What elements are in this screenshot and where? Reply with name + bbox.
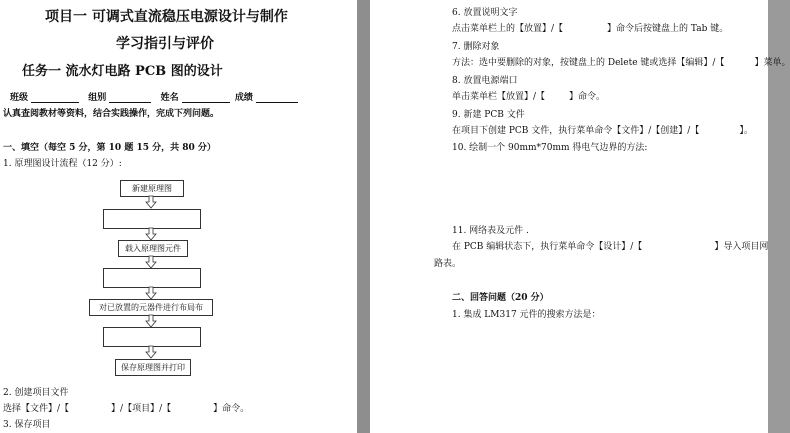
task-title: 任务一 流水灯电路 PCB 图的设计	[22, 64, 223, 79]
question-12: 1. 集成 LM317 元件的搜索方法是：	[452, 310, 601, 320]
name-label: 姓名	[160, 93, 179, 103]
document-title: 项目一 可调式直流稳压电源设计与制作	[45, 9, 288, 25]
name-blank[interactable]	[182, 92, 230, 103]
flowchart-arrow-icon	[146, 346, 156, 358]
flowchart-blank-box-2[interactable]	[103, 268, 201, 288]
q2-text-3: 】命令。	[213, 404, 250, 414]
flowchart-arrow-icon	[146, 315, 156, 327]
flowchart-blank-box-3[interactable]	[103, 327, 201, 347]
q6-text-1: 点击菜单栏上的【放置】/【	[452, 24, 564, 34]
student-info-line	[10, 90, 298, 103]
q11-text-1: 在 PCB 编辑状态下，执行菜单命令【设计】/【	[452, 242, 643, 252]
score-blank[interactable]	[256, 92, 298, 103]
q8-text-2: 】命令。	[569, 92, 606, 102]
q2-text-2: 】/【项目】/【	[111, 404, 172, 414]
document-subtitle: 学习指引与评价	[116, 36, 214, 52]
flowchart-arrow-icon	[146, 287, 156, 299]
flowchart-arrow-icon	[146, 228, 156, 240]
q11-text-2: 】导入项目网	[714, 242, 769, 252]
q2-text-1: 选择【文件】/【	[3, 404, 70, 414]
class-label: 班级	[10, 93, 29, 103]
question-6: 6. 放置说明文字	[452, 8, 518, 18]
score-label: 成绩	[234, 93, 253, 103]
question-10: 10. 绘制一个 90mm*70mm 得电气边界的方法:	[452, 143, 648, 153]
question-3: 3. 保存项目	[3, 420, 51, 430]
flowchart-save-print-box: 保存原理图并打印	[115, 359, 191, 376]
question-9-line	[452, 123, 753, 136]
question-1: 1. 原理图设计流程（12 分）:	[3, 159, 122, 169]
question-8: 8. 放置电源端口	[452, 76, 518, 86]
flowchart-new-schematic-box: 新建原理图	[120, 180, 184, 197]
q9-text-2: 】。	[739, 126, 753, 136]
question-11-line-2: 路表。	[434, 259, 462, 269]
flowchart-layout-components-box: 对已放置的元器件进行布局布	[89, 299, 213, 316]
flowchart-arrow-icon	[146, 256, 156, 268]
q9-text-1: 在项目下创建 PCB 文件，执行菜单命令【文件】/【创建】/【	[452, 126, 700, 136]
flowchart-arrow-icon	[146, 196, 156, 208]
question-11: 11. 网络表及元件 .	[452, 226, 529, 236]
left-page	[0, 0, 357, 433]
question-9: 9. 新建 PCB 文件	[452, 110, 525, 120]
question-11-line	[452, 239, 768, 252]
q6-text-2: 】命令后按键盘上的 Tab 键。	[607, 24, 729, 34]
group-label: 组别	[88, 93, 107, 103]
question-7: 7. 删除对象	[452, 42, 500, 52]
section-fill-in-title: 一、填空（每空 5 分，第 10 题 15 分，共 80 分）	[3, 143, 216, 153]
question-2-line	[3, 401, 249, 414]
flowchart-blank-box-1[interactable]	[103, 209, 201, 229]
page-divider	[357, 0, 370, 433]
q8-text-1: 单击菜单栏【放置】/【	[452, 92, 546, 102]
class-blank[interactable]	[31, 92, 79, 103]
question-8-line	[452, 89, 605, 102]
group-blank[interactable]	[109, 92, 151, 103]
instruction-text: 认真查阅教材等资料，结合实践操作，完成下列问题。	[3, 109, 220, 119]
section-answer-title: 二、回答问题（20 分）	[452, 293, 549, 303]
question-7-line	[452, 55, 790, 68]
q7-text-2: 】菜单。	[754, 58, 790, 68]
flowchart-load-components-box: 载入原理图元件	[118, 240, 188, 257]
q7-text-1: 方法：选中要删除的对象，按键盘上的 Delete 键或选择【编辑】/【	[452, 58, 725, 68]
question-6-line	[452, 21, 728, 34]
question-2: 2. 创建项目文件	[3, 388, 69, 398]
right-page	[370, 0, 790, 433]
